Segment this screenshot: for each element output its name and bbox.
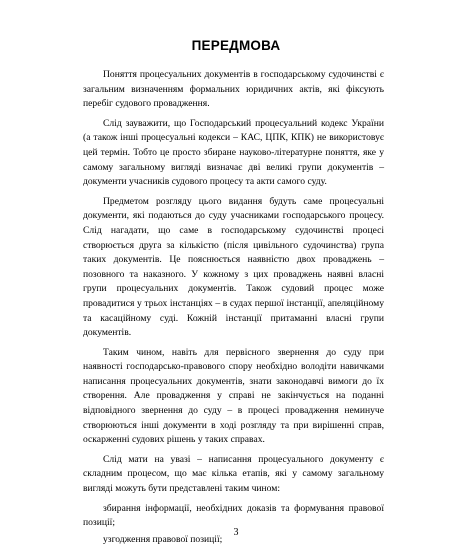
page-number: 3 [233,527,239,538]
paragraph: Таким чином, навіть для первісного звернення до суду при наявності господарсько-правового спору необхідно володіти навичками написання процесуальних документів, знати законодавчі вимоги до їх створення. Але провадження у справі не закінчується на поданні відповідного звернення до суду – в процесі провадження неминуче створюються інші документи в ході розгляду та при вирішенні справ, оскарженні судових рішень у таких справах. [83,346,384,446]
list-item: узгодження правової позиції; [103,533,223,545]
page-title: ПЕРЕДМОВА [191,38,281,53]
paragraph: Слід мати на увазі – написання процесуального документу є складним процесом, що має кілька етапів, які у самому загальному вигляді можуть бути представлені таким чином: [83,453,384,495]
paragraph: Поняття процесуальних документів в господарському судочинстві є загальним визначенням формальних юридичних актів, які фіксують перебіг судового провадження. [83,69,384,110]
list-item: збирання інформації, необхідних доказів та формування правової позиції; [83,502,384,529]
paragraph: Слід зауважити, що Господарський процесуальний кодекс України (а також інші процесуальні кодекси – КАС, ЦПК, КПК) не використовує цей термін. Тобто це просто збиране науково-літературне поняття, яке у самому загальному вигляді визначає дві великі групи документів – документи учасників судового процесу та акти самого суду. [83,117,384,188]
paragraph: Предметом розгляду цього видання будуть саме процесуальні документи, які подаються до суду учасниками господарського процесу. Слід нагадати, що саме в господарському судочинстві процесі створюється друга за кількістю (після цивільного судочинства) група таких документів. Це пояснюється наявністю двох проваджень – позовного та наказного. У кожному з цих проваджень наявні власні групи процесуальних документів. Також судовий процес може провадитися у трьох інстанціях – в судах першої інстанції, апеляційному та касаційному суді. Кожній інстанції притаманні власні групи документів. [83,195,384,339]
document-body [83,68,384,549]
